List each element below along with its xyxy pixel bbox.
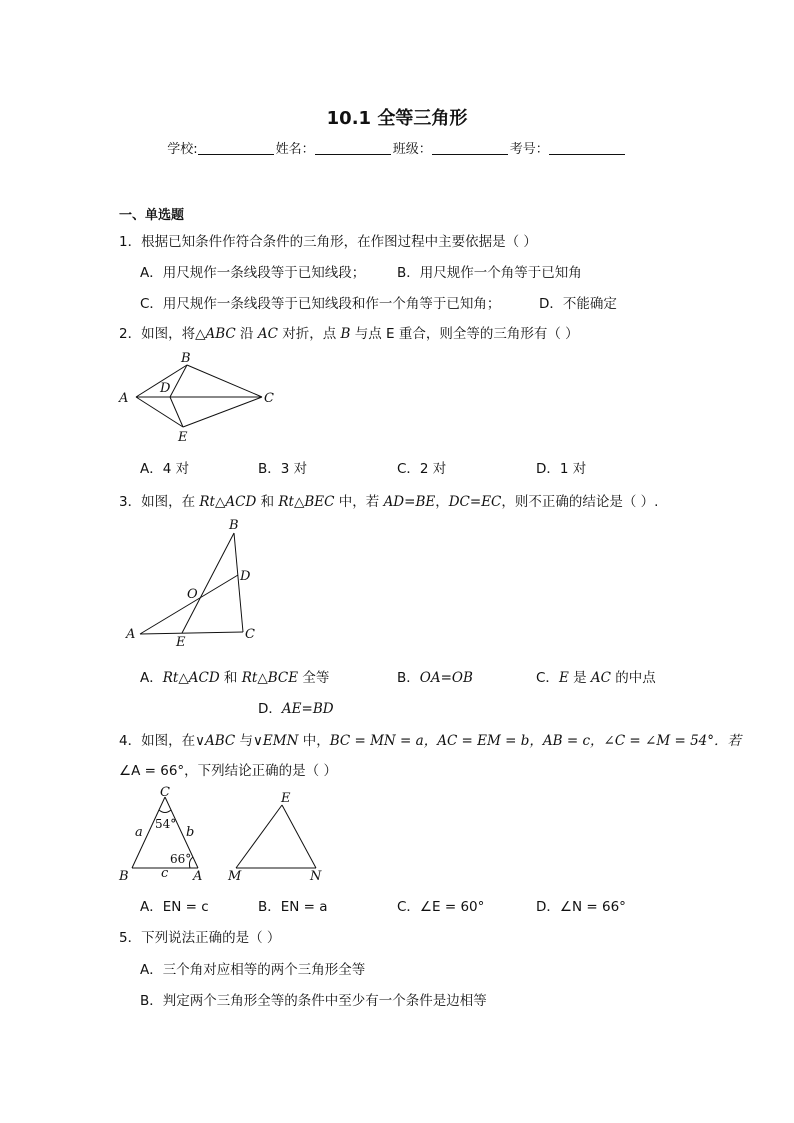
q4-mid1: 与∨	[235, 733, 263, 749]
q3-a-tri2: △	[257, 670, 268, 686]
q5-option-a: A．三个角对应相等的两个三角形全等	[140, 962, 366, 978]
q4-label-e: E	[281, 791, 291, 806]
q3-eq1: AD=BE	[383, 494, 436, 510]
q2-b: B	[340, 326, 351, 342]
q4-mid2: 中，	[298, 733, 330, 749]
q4-seg-en	[282, 805, 316, 868]
q2-fold: 对折，点	[277, 326, 341, 342]
q4-label-side-c: c	[161, 866, 169, 881]
q3-c-post: 的中点	[610, 670, 656, 686]
q3-tri1: △	[214, 494, 226, 510]
q4-option-c: C．∠E = 60°	[397, 899, 485, 915]
q2-label-c: C	[264, 391, 274, 406]
q2-label-b: B	[181, 351, 191, 366]
q3-rt2: Rt	[278, 494, 294, 510]
school-label: 学校:	[167, 142, 198, 157]
q4-option-d: D．∠N = 66°	[536, 899, 626, 915]
q1-option-c: C．用尺规作一条线段等于已知线段和作一个角等于已知角；	[140, 296, 501, 312]
q3-and: 和	[256, 494, 279, 510]
q4-angle-a-value: 66°	[170, 852, 192, 866]
q3-bec: BEC	[304, 494, 335, 510]
q3-d-val: AE=BD	[281, 701, 334, 717]
q4-angle-c-arc	[159, 810, 171, 813]
q3-a-pre: A．	[140, 670, 163, 686]
q3-label-b: B	[229, 518, 239, 533]
q5-option-b: B．判定两个三角形全等的条件中至少有一个条件是边相等	[140, 993, 487, 1009]
q2-label-a: A	[119, 391, 129, 406]
q3-post: ，则不正确的结论是（ ）.	[501, 494, 659, 510]
q4-label-c: C	[160, 785, 170, 800]
q1-stem: 1．根据已知条件作符合条件的三角形，在作图过程中主要依据是（ ）	[119, 234, 537, 250]
q4-option-b: B．EN = a	[258, 899, 328, 915]
page-title: 10.1 全等三角形	[326, 108, 468, 129]
q3-a-and: 和	[219, 670, 242, 686]
q4-seg-me	[236, 805, 282, 868]
q1-option-b: B．用尺规作一个角等于已知角	[397, 265, 582, 281]
name-label: 姓名：	[275, 142, 315, 157]
q4-label-a: A	[193, 869, 203, 884]
q2-option-a: A．4 对	[140, 461, 190, 477]
q3-b-pre: B．	[397, 670, 420, 686]
q2-stem-pre: 2．如图，将△	[119, 326, 206, 342]
section-heading: 一、单选题	[119, 208, 185, 223]
q3-a-bce: BCE	[267, 670, 299, 686]
q4-abc: ABC	[204, 733, 236, 749]
number-label: 考号：	[509, 142, 549, 157]
q4-label-side-b: b	[186, 825, 195, 840]
q3-label-a: A	[126, 627, 136, 642]
class-label: 班级：	[392, 142, 432, 157]
q2-label-d: D	[160, 381, 171, 396]
q3-label-e: E	[176, 635, 186, 650]
q3-label-d: D	[240, 569, 251, 584]
q3-b-val: OA=OB	[419, 670, 473, 686]
q2-ac: AC	[257, 326, 278, 342]
q3-c-mid: 是	[568, 670, 591, 686]
q4-angle-c-value: 54°	[155, 817, 177, 831]
q2-abc: ABC	[205, 326, 236, 342]
q3-tri2: △	[293, 494, 305, 510]
q4-label-side-a: a	[135, 825, 143, 840]
q4-pre: 4．如图，在∨	[119, 733, 205, 749]
q5-stem: 5．下列说法正确的是（ ）	[119, 930, 281, 946]
q3-c-pre: C．	[536, 670, 559, 686]
q3-a-rt2: Rt	[241, 670, 258, 686]
q3-acd: ACD	[225, 494, 257, 510]
q2-option-b: B．3 对	[258, 461, 308, 477]
q4-label-n: N	[310, 869, 322, 884]
q2-option-c: C．2 对	[397, 461, 447, 477]
q3-comma: ，	[435, 494, 449, 510]
q4-label-m: M	[228, 869, 242, 884]
q1-option-d: D．不能确定	[539, 296, 617, 312]
q3-a-rt1: Rt	[162, 670, 179, 686]
q1-option-a: A．用尺规作一条线段等于已知线段；	[140, 265, 366, 281]
q2-with: 与点 E 重合，则全等的三角形有（ ）	[350, 326, 579, 342]
q4-label-b: B	[119, 869, 129, 884]
q3-eq2: DC=EC	[448, 494, 502, 510]
q4-cond: BC = MN = a，AC = EM = b，AB = c，∠C = ∠M = 54°．若	[329, 733, 741, 749]
q3-c-ac: AC	[590, 670, 611, 686]
q2-label-e: E	[178, 430, 188, 445]
q3-mid: 中，若	[334, 494, 384, 510]
q3-d-pre: D．	[258, 701, 282, 717]
q3-a-tri1: △	[178, 670, 189, 686]
q2-option-d: D．1 对	[536, 461, 587, 477]
q4-stem-line2: ∠A = 66°，下列结论正确的是（ ）	[119, 763, 337, 779]
q2-along: 沿	[235, 326, 258, 342]
q4-option-a: A．EN = c	[140, 899, 209, 915]
q4-emn: EMN	[262, 733, 299, 749]
q3-label-o: O	[187, 587, 198, 602]
q3-a-post: 全等	[298, 670, 330, 686]
q3-label-c: C	[245, 627, 255, 642]
q3-c-e: E	[558, 670, 569, 686]
q3-a-acd: ACD	[188, 670, 220, 686]
q3-pre: 3．如图，在	[119, 494, 200, 510]
q3-rt1: Rt	[199, 494, 215, 510]
